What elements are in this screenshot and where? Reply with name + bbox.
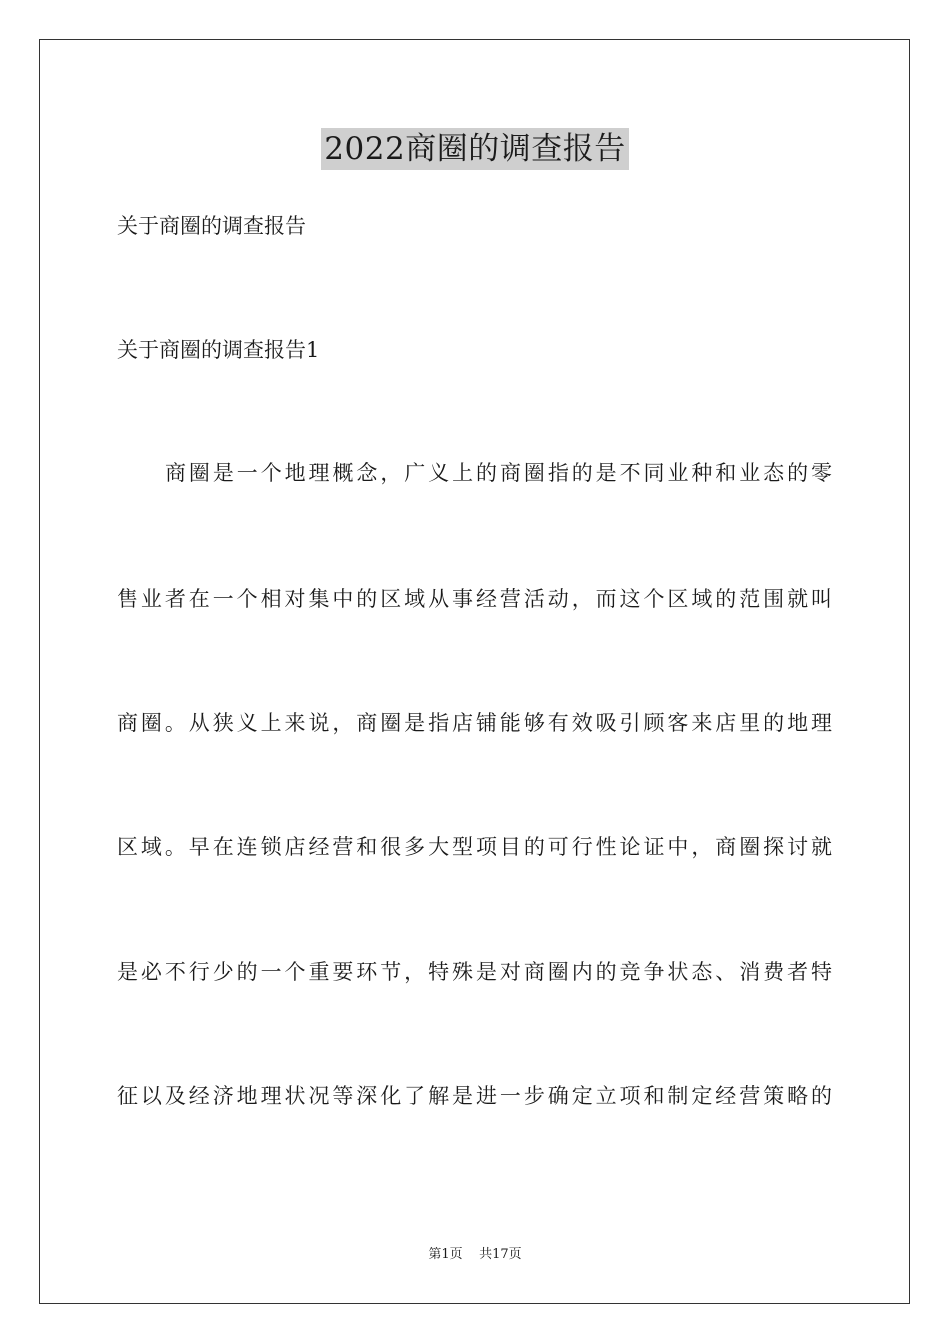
title-container — [0, 128, 950, 170]
paragraph-line: 是必不行少的一个重要环节，特殊是对商圈内的竞争状态、消费者特 — [117, 960, 832, 984]
document-title: 2022商圈的调查报告 — [321, 128, 628, 170]
subtitle: 关于商圈的调查报告 — [117, 214, 306, 238]
paragraph-line: 商圈是一个地理概念，广义上的商圈指的是不同业种和业态的零 — [165, 461, 832, 485]
section-heading: 关于商圈的调查报告1 — [117, 338, 320, 362]
page-footer — [0, 1246, 950, 1264]
paragraph-line: 征以及经济地理状况等深化了解是进一步确定立项和制定经营策略的 — [117, 1084, 832, 1108]
paragraph-line: 售业者在一个相对集中的区域从事经营活动，而这个区域的范围就叫 — [117, 587, 832, 611]
page-number: 第1页 — [428, 1247, 463, 1262]
paragraph-line: 区域。早在连锁店经营和很多大型项目的可行性论证中，商圈探讨就 — [117, 835, 832, 859]
page-total: 共17页 — [479, 1247, 522, 1262]
paragraph-line: 商圈。从狭义上来说，商圈是指店铺能够有效吸引顾客来店里的地理 — [117, 711, 832, 735]
